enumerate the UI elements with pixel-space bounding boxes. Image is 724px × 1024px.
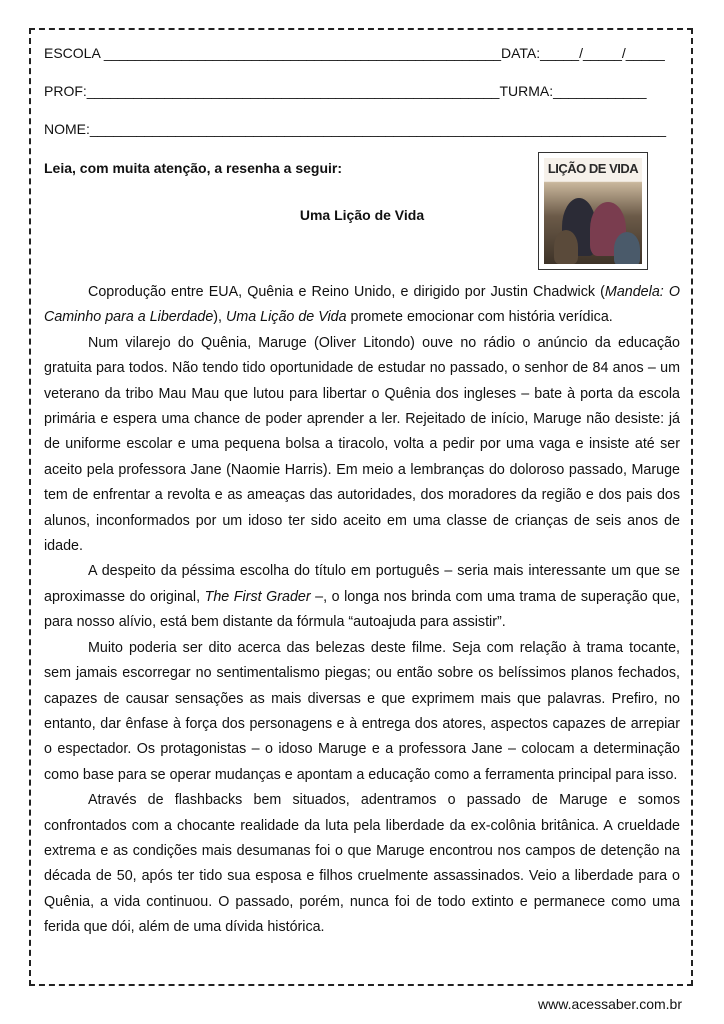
prof-turma-line: PROF:_____________________________________________________TURMA:____________: [44, 83, 647, 99]
p3-text-c: –, o longa nos brinda com uma trama de superação que, para nosso alívio, está bem distante da fórmula “autoajuda para assistir”.: [44, 588, 681, 631]
p1-text-e: promete emocionar com história verídica.: [346, 309, 613, 326]
poster-figure-child: [554, 230, 578, 264]
review-title: Uma Lição de Vida: [299, 207, 425, 223]
paragraph-1: [44, 280, 680, 331]
paragraph-5: Através de flashbacks bem situados, adentramos o passado de Maruge e somos confrontados com a chocante realidade da luta pela liberdade da ex-colônia britânica. A crueldade extrema e as condições mais desumanas foi o que Maruge encontrou nos campos de detenção na década de 50, após ter tido sua esposa e filhos cruelmente assassinados. Veio a liberdade para o Quênia, a vida continuou. O passado, porém, nunca foi de todo extinto e permanece como uma ferida que dói, além de uma dívida histórica.: [44, 792, 680, 936]
footer-url: www.acessaber.com.br: [538, 996, 682, 1012]
review-body: [44, 280, 680, 941]
p1-film-mandela: Mandela: O Caminho para a Liberdade: [44, 284, 680, 326]
escola-data-line: ESCOLA ___________________________________________________DATA:_____/_____/_____: [44, 45, 665, 61]
poster-figure-child-2: [614, 232, 640, 264]
p3-text-a: A despeito da péssima escolha do título em português – seria mais interessante um que se aproximasse do original,: [44, 563, 680, 605]
p1-text-a: Coprodução entre EUA, Quênia e Reino Unido, e dirigido por Justin Chadwick (: [88, 284, 605, 300]
nome-line: NOME:__________________________________________________________________________: [44, 121, 667, 137]
p1-film-title: Uma Lição de Vida: [226, 309, 347, 326]
paragraph-3: [44, 559, 680, 635]
p3-original-title: The First Grader: [204, 588, 311, 605]
poster-title: LIÇÃO DE VIDA: [547, 161, 639, 176]
paragraph-2: Num vilarejo do Quênia, Maruge (Oliver Litondo) ouve no rádio o anúncio da educação gratuita para todos. Não tendo tido oportunidade de estudar no passado, o senhor de 84 anos – um veterano da tribo Mau Mau que lutou para libertar o Quênia dos ingleses – bate à porta da escola primária e espera uma chance de poder aprender a ler. Rejeitado de início, Maruge não desiste: já de uniforme escolar e uma pequena bolsa a tiracolo, volta a pedir por uma vaga e insiste até ser aceito pela professora Jane (Naomie Harris). Em meio a lembranças do doloroso passado, Maruge tem de enfrentar a revolta e as ameaças das autoridades, dos moradores da região e dos pais dos alunos, inconformados por um idoso ter sido aceito em uma classe de crianças de seis anos de idade.: [44, 334, 680, 555]
instruction-text: Leia, com muita atenção, a resenha a seguir:: [44, 160, 342, 176]
p1-text-c: ),: [213, 309, 227, 326]
paragraph-4: Muito poderia ser dito acerca das belezas deste filme. Seja com relação à trama tocante, sem jamais escorregar no sentimentalismo piegas; ou então sobre os belíssimos planos fechados, capazes de causar sensações as mais diversas e que exprimem mais que palavras. Prefiro, no entanto, dar ênfase à força dos personagens e à entrega dos atores, aspectos capazes de arrepiar o espectador. Os protagonistas – o idoso Maruge e a professora Jane – colocam a determinação como base para se operar mudanças e apontam a educação como a ferramenta principal para isso.: [44, 639, 680, 783]
